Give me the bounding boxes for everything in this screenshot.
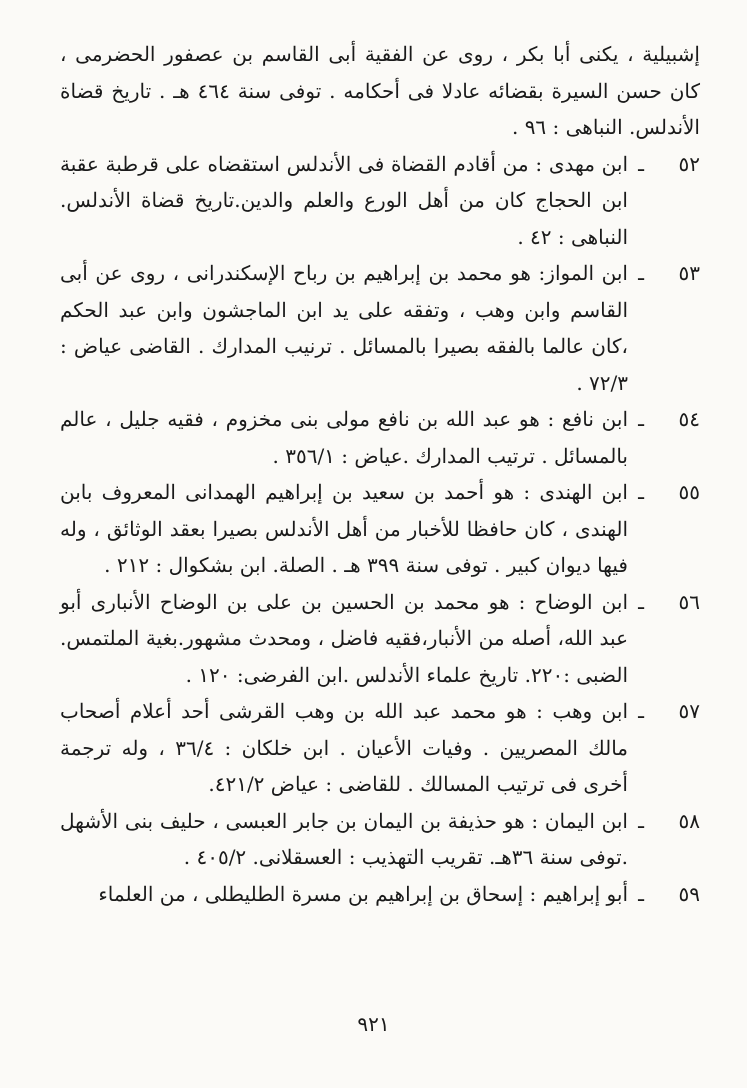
entry-55 <box>60 474 700 584</box>
entry-text: ابن نافع : هو عبد الله بن نافع مولى بنى مخزوم ، فقيه جليل ، عالم بالمسائل . ترتيب المدارك .عياض : ٣٥٦/١ . <box>60 407 628 468</box>
continuation-paragraph: إشبيلية ، يكنى أبا بكر ، روى عن الفقية أبى القاسم بن عصفور الحضرمى ، كان حسن السيرة بقضائه عادلا فى أحكامه . توفى سنة ٤٦٤ هـ . تاريخ قضاة الأندلس. النباهى : ٩٦ . <box>60 42 701 139</box>
entry-dash: ـ <box>638 589 644 614</box>
entry-52 <box>60 146 700 256</box>
entry-58 <box>60 803 700 876</box>
entry-59 <box>60 876 700 913</box>
entry-number: ٥٣ <box>678 261 700 285</box>
entry-number: ٥٧ <box>678 699 700 723</box>
entry-text: ابن الهندى : هو أحمد بن سعيد بن إبراهيم الهمدانى المعروف بابن الهندى ، كان حافظا للأخبار من أهل الأندلس بصيرا بعقد الوثائق ، وله فيها ديوان كبير . توفى سنة ٣٩٩ هـ . الصلة. ابن بشكوال : ٢١٢ . <box>60 480 628 577</box>
entry-number: ٥٨ <box>678 808 700 833</box>
entry-text: ابن الوضاح : هو محمد بن الحسين بن على بن الوضاح الأنبارى أبو عبد الله، أصله من الأنبار،فقيه فاضل ، ومحدث مشهور.بغية الملتمس. الضبى :٢٢٠. تاريخ علماء الأندلس .ابن الفرضى: ١٢٠ . <box>60 589 628 687</box>
entry-text: ابن اليمان : هو حذيفة بن اليمان بن جابر العبسى ، حليف بنى الأشهل .توفى سنة ٣٦هـ. تقريب التهذيب : العسقلانى. ٤٠٥/٢ . <box>60 808 628 869</box>
page-number: ٩٢١ <box>357 1012 390 1036</box>
entry-text: ابن المواز: هو محمد بن إبراهيم بن رباح الإسكندرانى ، روى عن أبى القاسم وابن وهب ، وتفقه على يد ابن الماجشون وابن عبد الحكم ،كان عالما بالفقه بصيرا بالمسائل . ترنيب المدارك . القاضى عياض : ٧٢/٣ . <box>60 261 628 395</box>
entry-number: ٥٩ <box>678 881 700 906</box>
entry-53 <box>60 255 700 401</box>
entry-dash: ـ <box>638 881 644 906</box>
entry-text: ابن مهدى : من أقادم القضاة فى الأندلس استقضاه على قرطبة عقبة ابن الحجاج كان من أهل الورع والعلم والدين.تاريخ قضاة الأندلس. النباهى : ٤٢ . <box>60 151 628 249</box>
entry-dash: ـ <box>638 151 644 176</box>
entry-54 <box>60 401 700 474</box>
entry-number: ٥٢ <box>678 151 700 176</box>
entry-56 <box>60 584 700 694</box>
entry-text: ابن وهب : هو محمد عبد الله بن وهب القرشى أحد أعلام أصحاب مالك المصريين . وفيات الأعيان . ابن خلكان : ٣٦/٤ ، وله ترجمة أخرى فى ترتيب المسالك . للقاضى : عياض ٤٢١/٢. <box>60 699 628 796</box>
entry-dash: ـ <box>638 480 644 504</box>
entry-dash: ـ <box>638 261 644 285</box>
entry-57 <box>60 693 700 803</box>
entry-dash: ـ <box>638 407 644 431</box>
entry-number: ٥٦ <box>678 589 700 614</box>
entry-number: ٥٥ <box>678 480 700 504</box>
entry-text: أبو إبراهيم : إسحاق بن إبراهيم بن مسرة الطليطلى ، من العلماء <box>98 881 628 906</box>
footnotes-page <box>60 36 700 912</box>
entry-dash: ـ <box>638 699 644 723</box>
entry-number: ٥٤ <box>678 407 700 431</box>
entry-dash: ـ <box>638 808 644 833</box>
